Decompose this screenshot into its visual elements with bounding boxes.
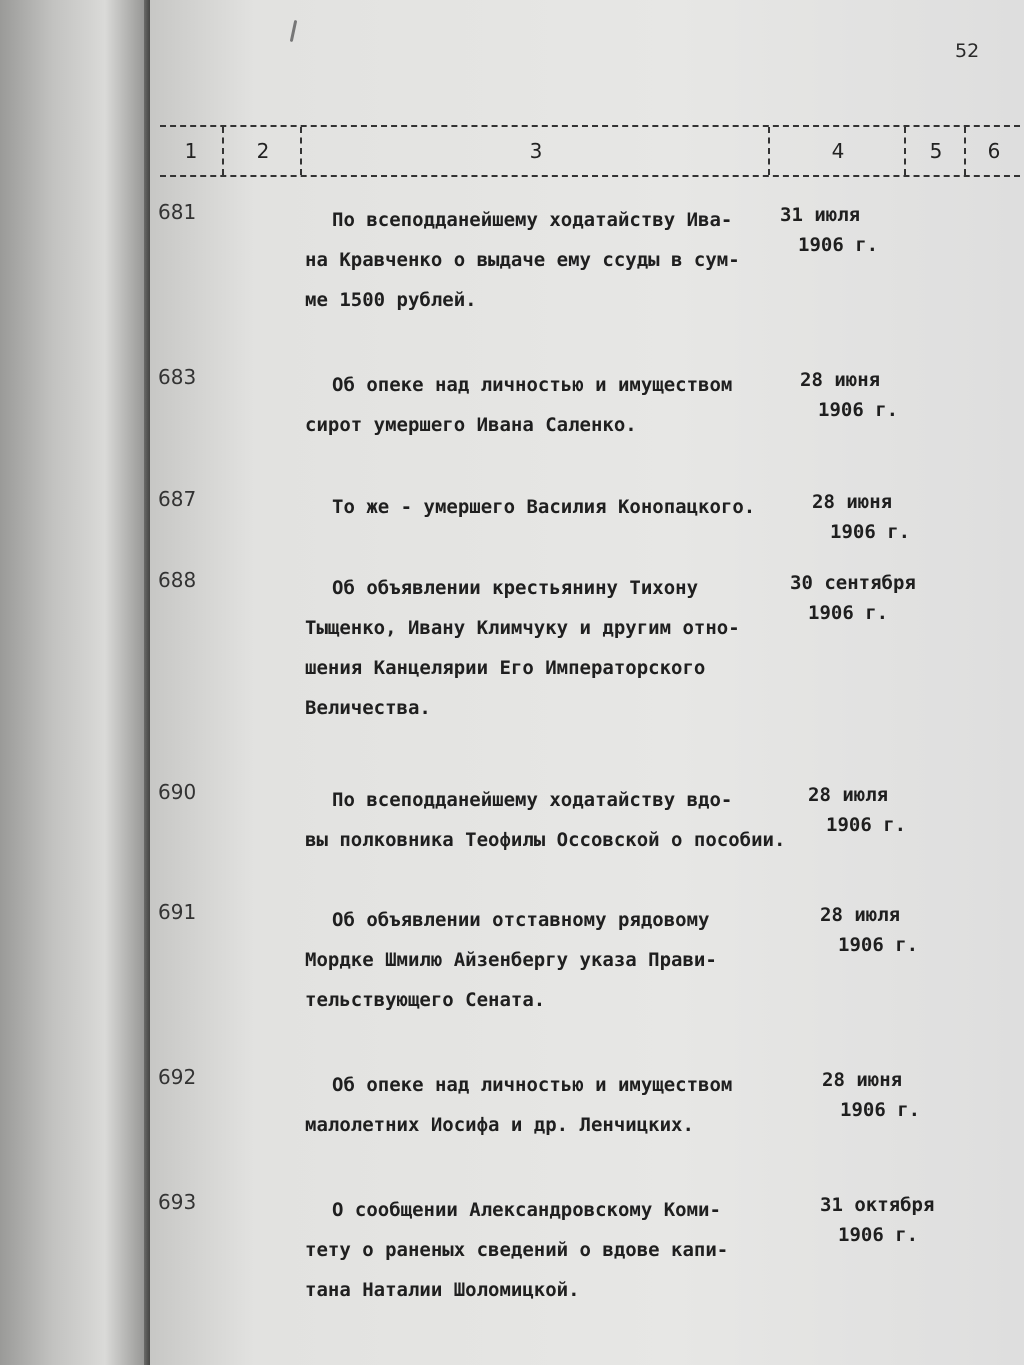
description-line: ме 1500 рублей. — [305, 289, 477, 311]
date-day: 30 сентября — [790, 572, 916, 594]
date-year: 1906 г. — [830, 521, 911, 543]
entry-number: 687 — [158, 487, 197, 511]
column-header-row — [160, 125, 1020, 177]
description-line: на Кравченко о выдаче ему ссуды в сум- — [305, 249, 740, 271]
description-line: Об опеке над личностью и имуществом — [332, 374, 733, 396]
date-day: 31 октября — [820, 1194, 935, 1216]
entry-date — [780, 200, 878, 260]
description-line: малолетних Иосифа и др. Ленчицких. — [305, 1114, 694, 1136]
description-line: вы полковника Теофилы Оссовской о пособии. — [305, 829, 786, 851]
description-line: шения Канцелярии Его Императорского — [305, 657, 706, 679]
date-day: 28 июня — [800, 369, 881, 391]
column-header-2: 2 — [222, 127, 302, 175]
description-line: Тыщенко, Ивану Климчуку и другим отно- — [305, 617, 740, 639]
date-year: 1906 г. — [838, 1224, 919, 1246]
description-line: Мордке Шмилю Айзенбергу указа Прави- — [305, 949, 717, 971]
entry-number: 693 — [158, 1190, 197, 1214]
entry-description — [305, 1190, 795, 1310]
column-header-4: 4 — [768, 127, 906, 175]
entry-date — [790, 568, 916, 628]
date-year: 1906 г. — [840, 1099, 921, 1121]
entry-number: 691 — [158, 900, 197, 924]
description-line: Величества. — [305, 697, 431, 719]
entry-description — [305, 487, 795, 527]
date-day: 28 июля — [820, 904, 901, 926]
entry-date — [800, 365, 898, 425]
column-header-5: 5 — [904, 127, 966, 175]
entry-description — [305, 568, 795, 728]
date-day: 31 июля — [780, 204, 861, 226]
description-line: тету о раненых сведений о вдове капи- — [305, 1239, 729, 1261]
entry-number: 681 — [158, 200, 197, 224]
date-year: 1906 г. — [798, 234, 879, 256]
entry-date — [820, 1190, 934, 1250]
entry-date — [812, 487, 910, 547]
entry-number: 692 — [158, 1065, 197, 1089]
date-day: 28 июля — [808, 784, 889, 806]
column-header-6: 6 — [964, 127, 1022, 175]
entry-number: 688 — [158, 568, 197, 592]
entry-date — [822, 1065, 920, 1125]
column-header-3: 3 — [300, 127, 770, 175]
description-line: То же - умершего Василия Конопацкого. — [332, 496, 756, 518]
date-day: 28 июня — [812, 491, 893, 513]
date-year: 1906 г. — [818, 399, 899, 421]
description-line: тана Наталии Шоломицкой. — [305, 1279, 580, 1301]
description-line: Об объявлении крестьянину Тихону — [332, 577, 699, 599]
column-header-1: 1 — [184, 139, 198, 163]
description-line: О сообщении Александровскому Коми- — [332, 1199, 721, 1221]
entry-description — [305, 200, 795, 320]
description-line: сирот умершего Ивана Саленко. — [305, 414, 637, 436]
folio-number: 52 — [955, 40, 980, 62]
description-line: По всеподданейшему ходатайству Ива- — [332, 209, 733, 231]
entry-number: 690 — [158, 780, 197, 804]
entry-description — [305, 365, 795, 445]
entry-description — [305, 1065, 795, 1145]
description-line: Об объявлении отставному рядовому — [332, 909, 710, 931]
date-year: 1906 г. — [808, 602, 889, 624]
entry-date — [820, 900, 918, 960]
entry-date — [808, 780, 906, 840]
description-line: По всеподданейшему ходатайству вдо- — [332, 789, 733, 811]
date-year: 1906 г. — [838, 934, 919, 956]
entry-description — [305, 780, 795, 860]
book-spine — [0, 0, 150, 1365]
description-line: тельствующего Сената. — [305, 989, 546, 1011]
description-line: Об опеке над личностью и имуществом — [332, 1074, 733, 1096]
date-day: 28 июня — [822, 1069, 903, 1091]
date-year: 1906 г. — [826, 814, 907, 836]
entry-number: 683 — [158, 365, 197, 389]
entry-description — [305, 900, 795, 1020]
